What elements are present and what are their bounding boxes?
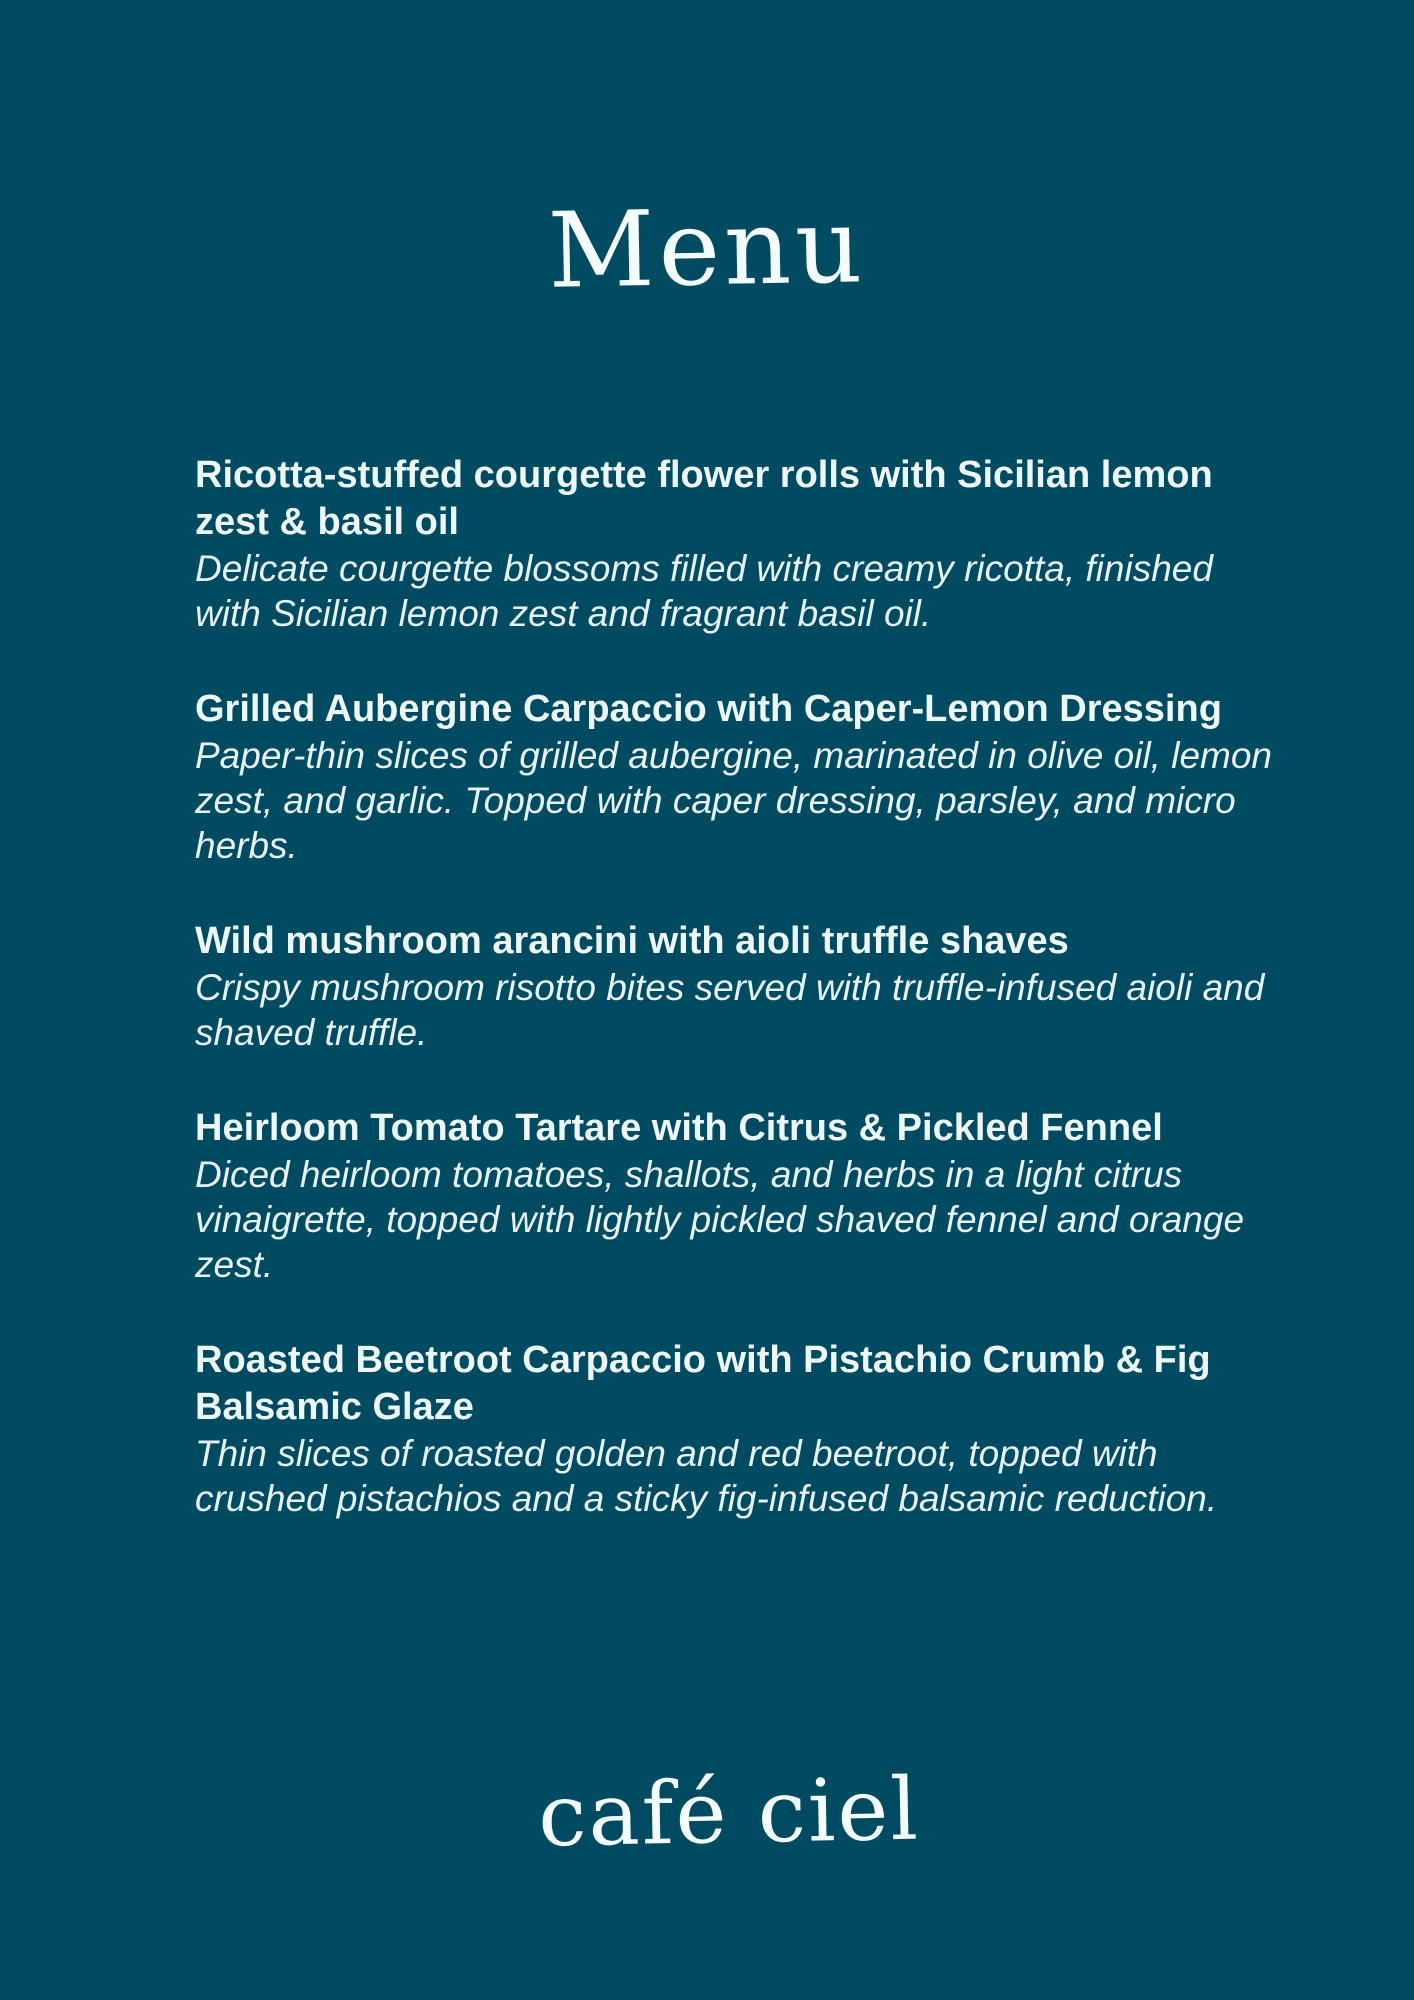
menu-item — [195, 1337, 1280, 1521]
menu-item-description: Paper-thin slices of grilled aubergine, marinated in olive oil, lemon zest, and garlic. Topped with caper dressing, parsley, and micro herbs. — [195, 735, 1273, 866]
page-title: Menu — [546, 184, 868, 312]
menu-item-description: Diced heirloom tomatoes, shallots, and herbs in a light citrus vinaigrette, topped with lightly pickled shaved fennel and orange zest. — [195, 1154, 1245, 1285]
menu-item-description: Crispy mushroom risotto bites served with truffle-infused aioli and shaved truffle. — [195, 967, 1265, 1053]
menu-list — [195, 452, 1280, 1571]
menu-item-name: Grilled Aubergine Carpaccio with Caper-Lemon Dressing — [195, 688, 1222, 730]
menu-item — [195, 686, 1280, 868]
menu-item — [195, 918, 1280, 1055]
menu-item-name: Heirloom Tomato Tartare with Citrus & Pickled Fennel — [195, 1107, 1163, 1149]
brand-logo: café ciel — [537, 1759, 921, 1867]
menu-item-name: Roasted Beetroot Carpaccio with Pistachio Crumb & Fig Balsamic Glaze — [195, 1339, 1211, 1428]
menu-item-name: Wild mushroom arancini with aioli truffle shaves — [195, 920, 1069, 962]
menu-item-description: Thin slices of roasted golden and red beetroot, topped with crushed pistachios and a sticky fig-infused balsamic reduction. — [195, 1433, 1218, 1519]
menu-item — [195, 1105, 1280, 1287]
menu-item-name: Ricotta-stuffed courgette flower rolls with Sicilian lemon zest & basil oil — [195, 454, 1213, 543]
menu-item-description: Delicate courgette blossoms filled with creamy ricotta, finished with Sicilian lemon zest and fragrant basil oil. — [195, 548, 1213, 634]
menu-item — [195, 452, 1280, 636]
